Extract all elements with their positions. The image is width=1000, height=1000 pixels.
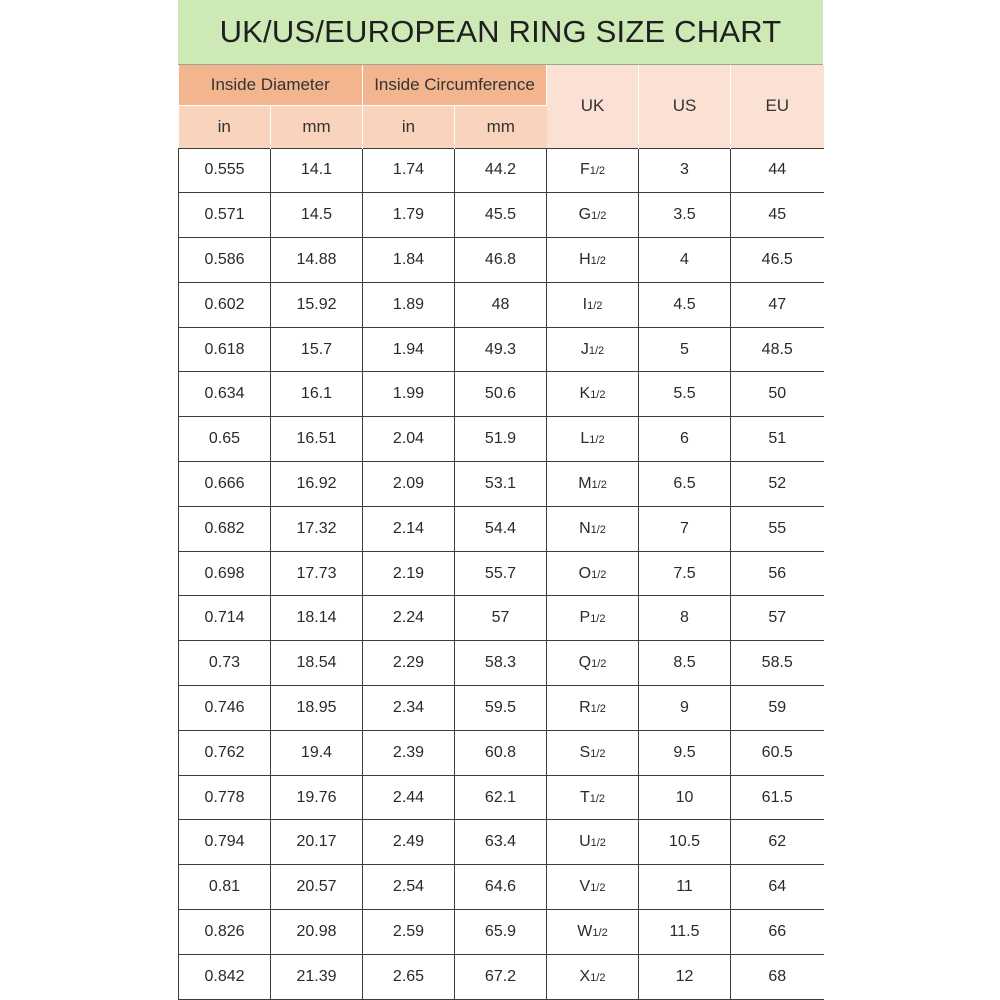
cell-circumference-in: 2.14 — [363, 506, 455, 551]
cell-circumference-mm: 50.6 — [455, 372, 547, 417]
cell-circumference-in: 2.24 — [363, 596, 455, 641]
uk-size-half: 1/2 — [590, 882, 606, 895]
cell-eu-size: 68 — [731, 954, 824, 999]
cell-diameter-mm: 15.92 — [271, 282, 363, 327]
cell-diameter-mm: 19.4 — [271, 730, 363, 775]
cell-uk-size — [547, 417, 639, 462]
cell-diameter-mm: 16.51 — [271, 417, 363, 462]
cell-eu-size: 64 — [731, 865, 824, 910]
cell-diameter-in: 0.778 — [179, 775, 271, 820]
cell-diameter-in: 0.714 — [179, 596, 271, 641]
cell-diameter-in: 0.81 — [179, 865, 271, 910]
uk-size-half: 1/2 — [587, 299, 603, 312]
cell-diameter-mm: 16.92 — [271, 462, 363, 507]
cell-us-size: 6.5 — [639, 462, 731, 507]
chart-title: UK/US/EUROPEAN RING SIZE CHART — [178, 0, 823, 65]
cell-circumference-in: 2.29 — [363, 641, 455, 686]
cell-diameter-mm: 14.5 — [271, 193, 363, 238]
uk-size-half: 1/2 — [591, 478, 607, 491]
uk-size-letter: W — [577, 922, 593, 940]
cell-us-size: 7.5 — [639, 551, 731, 596]
table-row — [179, 193, 824, 238]
cell-circumference-in: 1.94 — [363, 327, 455, 372]
cell-circumference-in: 2.49 — [363, 820, 455, 865]
header-diameter-in: in — [179, 105, 271, 148]
table-row — [179, 910, 824, 955]
cell-circumference-mm: 62.1 — [455, 775, 547, 820]
cell-circumference-mm: 58.3 — [455, 641, 547, 686]
uk-size-letter: P — [579, 609, 591, 627]
cell-circumference-in: 2.65 — [363, 954, 455, 999]
cell-eu-size: 57 — [731, 596, 824, 641]
cell-diameter-mm: 15.7 — [271, 327, 363, 372]
cell-diameter-mm: 21.39 — [271, 954, 363, 999]
uk-size-letter: N — [579, 519, 591, 537]
cell-us-size: 3 — [639, 148, 731, 193]
cell-diameter-in: 0.65 — [179, 417, 271, 462]
cell-circumference-mm: 64.6 — [455, 865, 547, 910]
table-row — [179, 686, 824, 731]
cell-circumference-in: 1.89 — [363, 282, 455, 327]
table-row — [179, 148, 824, 193]
table-row — [179, 462, 824, 507]
cell-eu-size: 47 — [731, 282, 824, 327]
cell-uk-size — [547, 686, 639, 731]
cell-diameter-mm: 19.76 — [271, 775, 363, 820]
cell-uk-size — [547, 596, 639, 641]
cell-us-size: 6 — [639, 417, 731, 462]
uk-size-letter: T — [579, 788, 590, 806]
cell-uk-size — [547, 462, 639, 507]
table-row — [179, 327, 824, 372]
cell-uk-size — [547, 193, 639, 238]
cell-diameter-in: 0.571 — [179, 193, 271, 238]
cell-circumference-mm: 63.4 — [455, 820, 547, 865]
cell-diameter-mm: 18.95 — [271, 686, 363, 731]
cell-diameter-mm: 18.54 — [271, 641, 363, 686]
cell-uk-size — [547, 865, 639, 910]
uk-size-half: 1/2 — [590, 523, 606, 536]
cell-us-size: 11 — [639, 865, 731, 910]
cell-uk-size — [547, 238, 639, 283]
cell-circumference-mm: 51.9 — [455, 417, 547, 462]
cell-diameter-in: 0.682 — [179, 506, 271, 551]
table-row — [179, 954, 824, 999]
cell-eu-size: 61.5 — [731, 775, 824, 820]
cell-uk-size — [547, 506, 639, 551]
cell-diameter-in: 0.73 — [179, 641, 271, 686]
cell-diameter-in: 0.602 — [179, 282, 271, 327]
cell-circumference-in: 2.54 — [363, 865, 455, 910]
table-row — [179, 282, 824, 327]
uk-size-half: 1/2 — [590, 702, 606, 715]
cell-eu-size: 56 — [731, 551, 824, 596]
cell-us-size: 7 — [639, 506, 731, 551]
cell-circumference-in: 2.39 — [363, 730, 455, 775]
header-inside-diameter: Inside Diameter — [179, 65, 363, 105]
table-row — [179, 372, 824, 417]
cell-eu-size: 66 — [731, 910, 824, 955]
table-row — [179, 506, 824, 551]
header-circumference-in: in — [363, 105, 455, 148]
cell-us-size: 3.5 — [639, 193, 731, 238]
ring-size-chart — [178, 0, 823, 1000]
uk-size-letter: X — [579, 967, 591, 985]
cell-us-size: 9.5 — [639, 730, 731, 775]
header-us: US — [639, 65, 731, 148]
uk-size-letter: K — [579, 385, 591, 403]
uk-size-half: 1/2 — [590, 389, 606, 402]
cell-circumference-in: 2.34 — [363, 686, 455, 731]
uk-size-half: 1/2 — [588, 344, 605, 357]
uk-size-half: 1/2 — [591, 568, 607, 581]
cell-diameter-in: 0.762 — [179, 730, 271, 775]
uk-size-letter: H — [579, 250, 591, 268]
cell-eu-size: 51 — [731, 417, 824, 462]
cell-diameter-in: 0.586 — [179, 238, 271, 283]
cell-uk-size — [547, 954, 639, 999]
cell-circumference-in: 2.59 — [363, 910, 455, 955]
cell-diameter-in: 0.746 — [179, 686, 271, 731]
cell-circumference-in: 1.74 — [363, 148, 455, 193]
uk-size-letter: S — [579, 743, 591, 761]
cell-us-size: 4 — [639, 238, 731, 283]
cell-circumference-mm: 59.5 — [455, 686, 547, 731]
uk-size-letter: J — [580, 340, 589, 358]
cell-uk-size — [547, 148, 639, 193]
cell-circumference-in: 1.84 — [363, 238, 455, 283]
uk-size-half: 1/2 — [589, 165, 606, 178]
cell-uk-size — [547, 641, 639, 686]
uk-size-half: 1/2 — [592, 926, 608, 939]
cell-diameter-mm: 20.17 — [271, 820, 363, 865]
uk-size-letter: G — [578, 206, 592, 224]
cell-us-size: 5 — [639, 327, 731, 372]
ring-size-table — [178, 65, 824, 1000]
cell-diameter-mm: 14.88 — [271, 238, 363, 283]
cell-circumference-in: 2.04 — [363, 417, 455, 462]
cell-eu-size: 45 — [731, 193, 824, 238]
cell-circumference-mm: 44.2 — [455, 148, 547, 193]
cell-diameter-in: 0.666 — [179, 462, 271, 507]
cell-eu-size: 50 — [731, 372, 824, 417]
cell-eu-size: 62 — [731, 820, 824, 865]
cell-uk-size — [547, 820, 639, 865]
table-row — [179, 730, 824, 775]
header-circumference-mm: mm — [455, 105, 547, 148]
cell-eu-size: 46.5 — [731, 238, 824, 283]
cell-eu-size: 55 — [731, 506, 824, 551]
uk-size-half: 1/2 — [590, 837, 606, 850]
header-diameter-mm: mm — [271, 105, 363, 148]
cell-eu-size: 48.5 — [731, 327, 824, 372]
cell-us-size: 4.5 — [639, 282, 731, 327]
cell-uk-size — [547, 282, 639, 327]
uk-size-letter: Q — [578, 654, 592, 672]
uk-size-letter: V — [579, 878, 591, 896]
cell-uk-size — [547, 551, 639, 596]
table-row — [179, 596, 824, 641]
cell-circumference-in: 1.79 — [363, 193, 455, 238]
cell-circumference-in: 2.19 — [363, 551, 455, 596]
uk-size-letter: R — [579, 698, 591, 716]
cell-circumference-mm: 67.2 — [455, 954, 547, 999]
table-body — [179, 148, 824, 999]
header-row-groups — [179, 65, 824, 105]
uk-size-letter: L — [580, 430, 590, 448]
cell-circumference-mm: 55.7 — [455, 551, 547, 596]
table-row — [179, 551, 824, 596]
cell-diameter-in: 0.555 — [179, 148, 271, 193]
table-row — [179, 865, 824, 910]
cell-diameter-in: 0.634 — [179, 372, 271, 417]
cell-eu-size: 52 — [731, 462, 824, 507]
cell-eu-size: 59 — [731, 686, 824, 731]
uk-size-half: 1/2 — [591, 210, 607, 223]
cell-diameter-mm: 17.32 — [271, 506, 363, 551]
cell-us-size: 9 — [639, 686, 731, 731]
cell-circumference-mm: 60.8 — [455, 730, 547, 775]
table-row — [179, 820, 824, 865]
uk-size-half: 1/2 — [591, 658, 607, 671]
cell-circumference-mm: 65.9 — [455, 910, 547, 955]
cell-us-size: 11.5 — [639, 910, 731, 955]
uk-size-half: 1/2 — [590, 613, 606, 626]
cell-circumference-in: 2.44 — [363, 775, 455, 820]
uk-size-half: 1/2 — [589, 434, 605, 447]
cell-diameter-in: 0.698 — [179, 551, 271, 596]
cell-us-size: 8 — [639, 596, 731, 641]
cell-eu-size: 44 — [731, 148, 824, 193]
cell-diameter-in: 0.826 — [179, 910, 271, 955]
cell-circumference-mm: 48 — [455, 282, 547, 327]
cell-diameter-in: 0.842 — [179, 954, 271, 999]
cell-diameter-mm: 20.98 — [271, 910, 363, 955]
cell-us-size: 10 — [639, 775, 731, 820]
cell-diameter-in: 0.794 — [179, 820, 271, 865]
uk-size-half: 1/2 — [590, 747, 606, 760]
cell-uk-size — [547, 327, 639, 372]
cell-us-size: 5.5 — [639, 372, 731, 417]
cell-diameter-in: 0.618 — [179, 327, 271, 372]
uk-size-letter: I — [582, 295, 588, 313]
uk-size-letter: O — [578, 564, 592, 582]
uk-size-letter: U — [579, 833, 591, 851]
cell-circumference-mm: 49.3 — [455, 327, 547, 372]
cell-us-size: 10.5 — [639, 820, 731, 865]
table-row — [179, 775, 824, 820]
header-uk: UK — [547, 65, 639, 148]
uk-size-half: 1/2 — [590, 254, 606, 267]
table-row — [179, 641, 824, 686]
cell-eu-size: 60.5 — [731, 730, 824, 775]
uk-size-half: 1/2 — [589, 792, 606, 805]
uk-size-letter: F — [579, 161, 590, 179]
header-eu: EU — [731, 65, 824, 148]
cell-circumference-mm: 45.5 — [455, 193, 547, 238]
cell-circumference-mm: 53.1 — [455, 462, 547, 507]
cell-circumference-in: 1.99 — [363, 372, 455, 417]
cell-us-size: 8.5 — [639, 641, 731, 686]
cell-diameter-mm: 14.1 — [271, 148, 363, 193]
cell-diameter-mm: 20.57 — [271, 865, 363, 910]
cell-diameter-mm: 17.73 — [271, 551, 363, 596]
cell-diameter-mm: 16.1 — [271, 372, 363, 417]
cell-uk-size — [547, 910, 639, 955]
cell-uk-size — [547, 730, 639, 775]
cell-diameter-mm: 18.14 — [271, 596, 363, 641]
cell-uk-size — [547, 775, 639, 820]
cell-uk-size — [547, 372, 639, 417]
cell-us-size: 12 — [639, 954, 731, 999]
cell-circumference-mm: 57 — [455, 596, 547, 641]
cell-circumference-mm: 54.4 — [455, 506, 547, 551]
table-row — [179, 417, 824, 462]
cell-circumference-mm: 46.8 — [455, 238, 547, 283]
cell-circumference-in: 2.09 — [363, 462, 455, 507]
uk-size-letter: M — [578, 474, 592, 492]
table-row — [179, 238, 824, 283]
uk-size-half: 1/2 — [590, 971, 606, 984]
cell-eu-size: 58.5 — [731, 641, 824, 686]
header-inside-circumference: Inside Circumference — [363, 65, 547, 105]
